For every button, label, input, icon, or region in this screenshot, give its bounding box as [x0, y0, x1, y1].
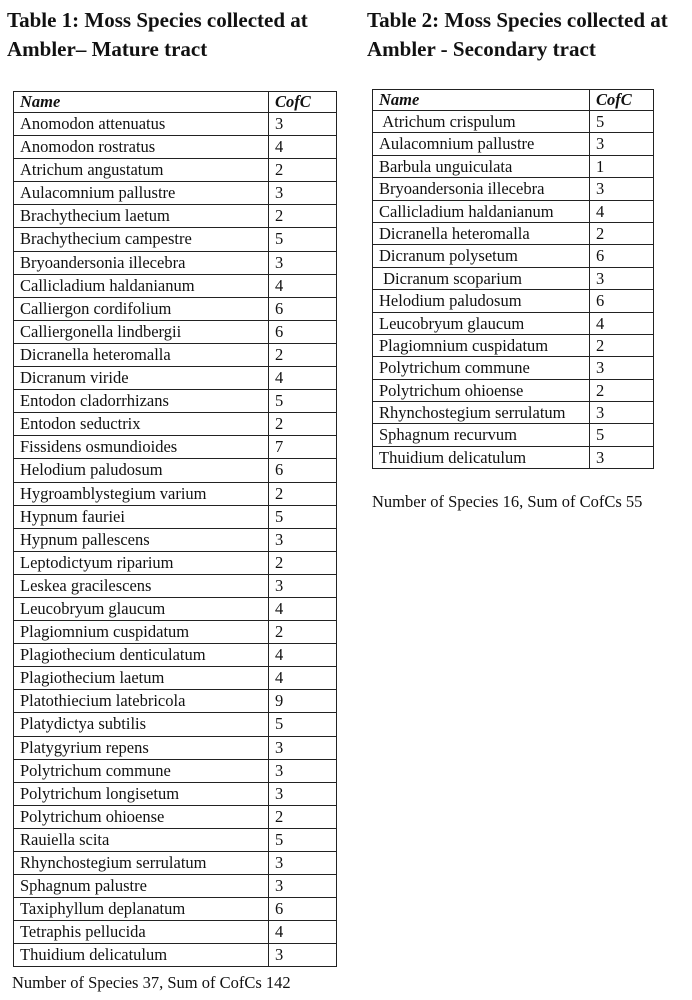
table-row — [373, 178, 654, 200]
column-header-name: Name — [373, 90, 590, 111]
species-name-cell: Aulacomnium pallustre — [373, 133, 590, 155]
table-row — [14, 436, 337, 459]
table1-summary: Number of Species 37, Sum of CofCs 142 — [12, 973, 291, 992]
species-name-cell: Entodon cladorrhizans — [14, 390, 269, 413]
cofc-value-cell: 4 — [269, 274, 337, 297]
species-name-cell: Fissidens osmundioides — [14, 436, 269, 459]
table-row — [14, 343, 337, 366]
table-row — [14, 667, 337, 690]
species-name-cell: Anomodon attenuatus — [14, 113, 269, 136]
table-row — [373, 424, 654, 446]
species-name-cell: Barbula unguiculata — [373, 155, 590, 177]
table-row — [14, 413, 337, 436]
species-name-cell: Leptodictyum riparium — [14, 551, 269, 574]
table2-summary: Number of Species 16, Sum of CofCs 55 — [372, 492, 643, 511]
table-row — [373, 334, 654, 356]
table-row — [14, 113, 337, 136]
table-row — [14, 621, 337, 644]
cofc-value-cell: 6 — [590, 290, 654, 312]
table-row — [14, 875, 337, 898]
cofc-value-cell: 2 — [269, 205, 337, 228]
cofc-value-cell: 6 — [269, 898, 337, 921]
species-name-cell: Bryoandersonia illecebra — [373, 178, 590, 200]
table-row — [373, 357, 654, 379]
cofc-value-cell: 4 — [590, 312, 654, 334]
table-row — [373, 245, 654, 267]
table-row — [14, 182, 337, 205]
cofc-value-cell: 6 — [269, 320, 337, 343]
cofc-value-cell: 3 — [269, 875, 337, 898]
cofc-value-cell: 5 — [590, 111, 654, 133]
table-row — [373, 222, 654, 244]
table-row — [14, 921, 337, 944]
species-name-cell: Plagiothecium denticulatum — [14, 644, 269, 667]
cofc-value-cell: 3 — [590, 133, 654, 155]
cofc-value-cell: 4 — [269, 136, 337, 159]
species-name-cell: Hygroamblystegium varium — [14, 482, 269, 505]
species-name-cell: Brachythecium laetum — [14, 205, 269, 228]
table-row — [373, 312, 654, 334]
table-row — [14, 320, 337, 343]
cofc-value-cell: 5 — [269, 505, 337, 528]
cofc-value-cell: 2 — [269, 159, 337, 182]
species-name-cell: Platygyrium repens — [14, 736, 269, 759]
table-row — [14, 759, 337, 782]
species-name-cell: Plagiomnium cuspidatum — [14, 621, 269, 644]
table-row — [14, 551, 337, 574]
species-name-cell: Anomodon rostratus — [14, 136, 269, 159]
species-name-cell: Calliergon cordifolium — [14, 297, 269, 320]
cofc-value-cell: 3 — [269, 759, 337, 782]
species-name-cell: Plagiomnium cuspidatum — [373, 334, 590, 356]
species-name-cell: Taxiphyllum deplanatum — [14, 898, 269, 921]
cofc-value-cell: 4 — [269, 667, 337, 690]
cofc-value-cell: 2 — [269, 343, 337, 366]
table-row — [14, 159, 337, 182]
table-row — [373, 111, 654, 133]
cofc-value-cell: 7 — [269, 436, 337, 459]
cofc-value-cell: 5 — [269, 390, 337, 413]
species-name-cell: Polytrichum commune — [373, 357, 590, 379]
species-name-cell: Plagiothecium laetum — [14, 667, 269, 690]
species-name-cell: Dicranella heteromalla — [373, 222, 590, 244]
species-name-cell: Rauiella scita — [14, 828, 269, 851]
table-row — [14, 805, 337, 828]
species-name-cell: Leucobryum glaucum — [14, 597, 269, 620]
table-row — [14, 852, 337, 875]
species-name-cell: Sphagnum recurvum — [373, 424, 590, 446]
cofc-value-cell: 3 — [590, 402, 654, 424]
species-name-cell: Sphagnum palustre — [14, 875, 269, 898]
table-row — [14, 782, 337, 805]
table-row — [14, 251, 337, 274]
species-name-cell: Calliergonella lindbergii — [14, 320, 269, 343]
table-row — [373, 402, 654, 424]
table-row — [14, 713, 337, 736]
table-row — [14, 597, 337, 620]
table-row — [14, 690, 337, 713]
table-row — [14, 367, 337, 390]
species-name-cell: Tetraphis pellucida — [14, 921, 269, 944]
species-name-cell: Leskea gracilescens — [14, 574, 269, 597]
species-name-cell: Dicranum viride — [14, 367, 269, 390]
cofc-value-cell: 3 — [269, 736, 337, 759]
species-name-cell: Callicladium haldanianum — [373, 200, 590, 222]
cofc-value-cell: 2 — [590, 379, 654, 401]
table2-header-row — [373, 90, 654, 111]
table-row — [373, 133, 654, 155]
table-row — [14, 574, 337, 597]
cofc-value-cell: 2 — [269, 482, 337, 505]
table2-secondary-tract — [372, 89, 654, 469]
species-name-cell: Polytrichum ohioense — [14, 805, 269, 828]
cofc-value-cell: 2 — [269, 413, 337, 436]
cofc-value-cell: 6 — [269, 297, 337, 320]
cofc-value-cell: 3 — [269, 944, 337, 967]
table-row — [14, 274, 337, 297]
table-row — [14, 482, 337, 505]
cofc-value-cell: 2 — [269, 621, 337, 644]
table1-mature-tract — [13, 91, 337, 967]
species-name-cell: Hypnum pallescens — [14, 528, 269, 551]
table1-title: Table 1: Moss Species collected at Ambler– Mature tract — [7, 8, 308, 61]
species-name-cell: Thuidium delicatulum — [373, 446, 590, 468]
species-name-cell: Aulacomnium pallustre — [14, 182, 269, 205]
cofc-value-cell: 3 — [269, 528, 337, 551]
cofc-value-cell: 3 — [590, 267, 654, 289]
species-name-cell: Platothiecium latebricola — [14, 690, 269, 713]
species-name-cell: Dicranella heteromalla — [14, 343, 269, 366]
table-row — [373, 379, 654, 401]
species-name-cell: Hypnum fauriei — [14, 505, 269, 528]
species-name-cell: Bryoandersonia illecebra — [14, 251, 269, 274]
table2-title: Table 2: Moss Species collected at Ambler - Secondary tract — [367, 8, 668, 61]
table-row — [373, 290, 654, 312]
species-name-cell: Polytrichum longisetum — [14, 782, 269, 805]
cofc-value-cell: 5 — [269, 828, 337, 851]
species-name-cell: Platydictya subtilis — [14, 713, 269, 736]
cofc-value-cell: 3 — [269, 852, 337, 875]
table-row — [14, 297, 337, 320]
cofc-value-cell: 9 — [269, 690, 337, 713]
cofc-value-cell: 3 — [269, 113, 337, 136]
cofc-value-cell: 3 — [269, 782, 337, 805]
table-row — [14, 136, 337, 159]
species-name-cell: Helodium paludosum — [14, 459, 269, 482]
table-row — [14, 736, 337, 759]
table-row — [14, 944, 337, 967]
table1-header-row — [14, 92, 337, 113]
cofc-value-cell: 5 — [269, 228, 337, 251]
species-name-cell: Rhynchostegium serrulatum — [14, 852, 269, 875]
species-name-cell: Entodon seductrix — [14, 413, 269, 436]
species-name-cell: Atrichum crispulum — [373, 111, 590, 133]
cofc-value-cell: 3 — [590, 178, 654, 200]
column-header-cofc: CofC — [590, 90, 654, 111]
species-name-cell: Leucobryum glaucum — [373, 312, 590, 334]
cofc-value-cell: 4 — [590, 200, 654, 222]
species-name-cell: Polytrichum commune — [14, 759, 269, 782]
cofc-value-cell: 5 — [269, 713, 337, 736]
cofc-value-cell: 2 — [269, 805, 337, 828]
column-header-cofc: CofC — [269, 92, 337, 113]
table-row — [373, 155, 654, 177]
cofc-value-cell: 3 — [269, 182, 337, 205]
species-name-cell: Dicranum scoparium — [373, 267, 590, 289]
species-name-cell: Dicranum polysetum — [373, 245, 590, 267]
cofc-value-cell: 4 — [269, 644, 337, 667]
cofc-value-cell: 4 — [269, 597, 337, 620]
table-row — [14, 390, 337, 413]
table-row — [373, 200, 654, 222]
cofc-value-cell: 5 — [590, 424, 654, 446]
table-row — [373, 267, 654, 289]
species-name-cell: Helodium paludosum — [373, 290, 590, 312]
table-row — [14, 644, 337, 667]
cofc-value-cell: 3 — [269, 574, 337, 597]
species-name-cell: Atrichum angustatum — [14, 159, 269, 182]
cofc-value-cell: 4 — [269, 921, 337, 944]
cofc-value-cell: 6 — [269, 459, 337, 482]
cofc-value-cell: 2 — [590, 222, 654, 244]
cofc-value-cell: 4 — [269, 367, 337, 390]
species-name-cell: Polytrichum ohioense — [373, 379, 590, 401]
species-name-cell: Thuidium delicatulum — [14, 944, 269, 967]
table-row — [14, 459, 337, 482]
cofc-value-cell: 6 — [590, 245, 654, 267]
species-name-cell: Rhynchostegium serrulatum — [373, 402, 590, 424]
cofc-value-cell: 3 — [269, 251, 337, 274]
cofc-value-cell: 3 — [590, 357, 654, 379]
table-row — [14, 528, 337, 551]
table-row — [14, 205, 337, 228]
cofc-value-cell: 1 — [590, 155, 654, 177]
table-row — [373, 446, 654, 468]
cofc-value-cell: 2 — [590, 334, 654, 356]
table-row — [14, 228, 337, 251]
table-row — [14, 898, 337, 921]
cofc-value-cell: 2 — [269, 551, 337, 574]
cofc-value-cell: 3 — [590, 446, 654, 468]
table-row — [14, 828, 337, 851]
table-row — [14, 505, 337, 528]
column-header-name: Name — [14, 92, 269, 113]
species-name-cell: Callicladium haldanianum — [14, 274, 269, 297]
species-name-cell: Brachythecium campestre — [14, 228, 269, 251]
